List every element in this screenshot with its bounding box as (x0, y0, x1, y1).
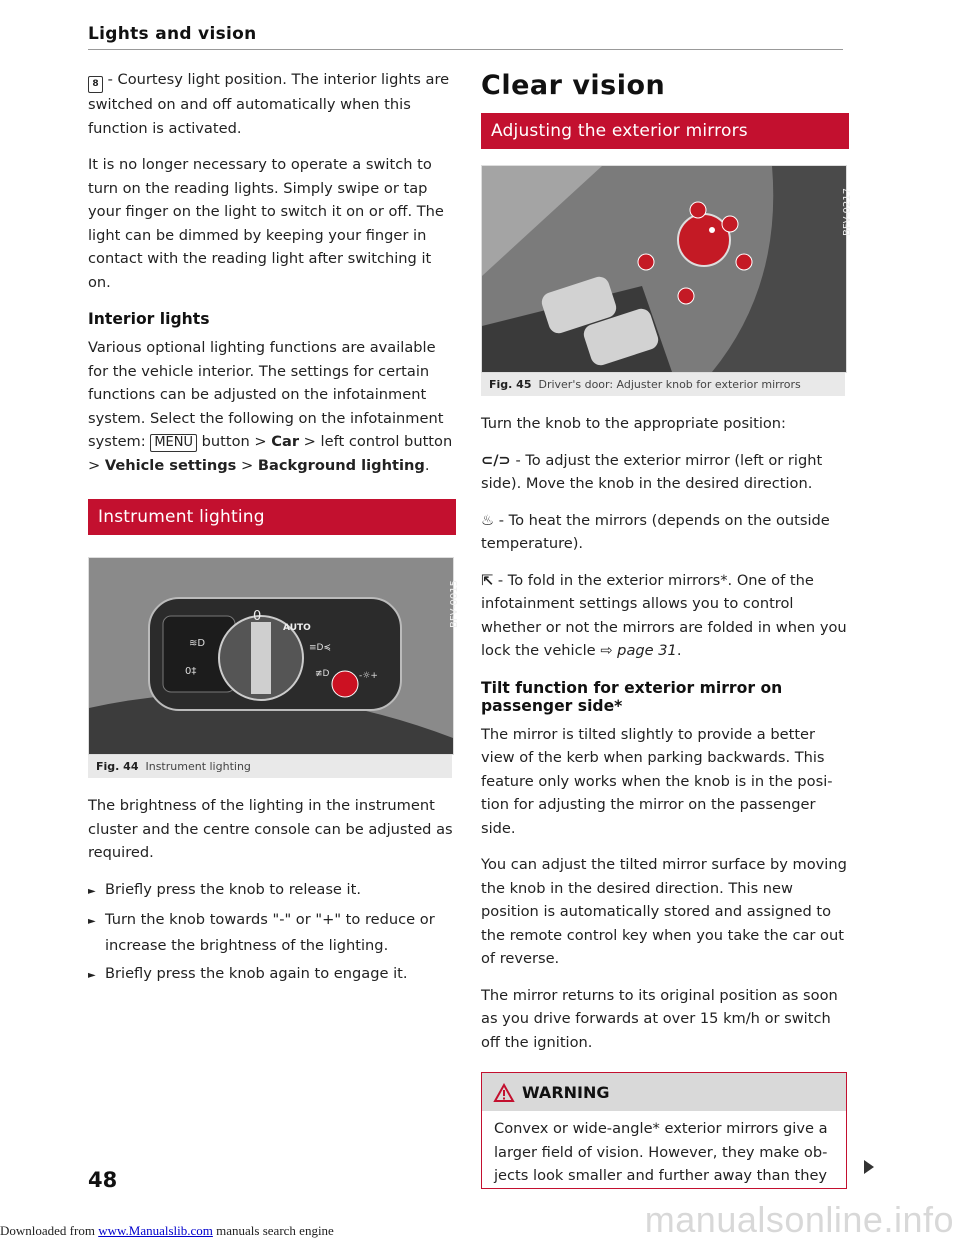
car-menu-item: Car (271, 433, 300, 450)
step-item: ► Briefly press the knob again to engage it. (88, 962, 456, 988)
tilt-paragraph-3: The mirror returns to its original position as soon as you drive forwards at over 15 km/h or switch off the ignition. (481, 986, 838, 1051)
heat-mirror-paragraph: ♨ - To heat the mirrors (depends on the outside temperature). (481, 511, 830, 552)
clear-vision-title: Clear vision (481, 70, 666, 101)
footer-link[interactable]: www.Manualslib.com (98, 1223, 213, 1238)
fig44-code: BFV-0015 (449, 580, 460, 628)
warning-header (482, 1073, 846, 1111)
interior-lights-paragraph (88, 336, 456, 477)
svg-text:0‡: 0‡ (185, 666, 197, 677)
footer-suffix: manuals search engine (212, 1223, 334, 1238)
interior-lights-heading: Interior lights (88, 310, 210, 328)
courtesy-text: - Courtesy light position. The interior lights are switched on and off automatically when this function is activated. (88, 71, 450, 137)
tilt-paragraph-1: The mirror is tilted slightly to provide a better view of the kerb when parking backwards. This feature only works when the knob is in the position for adjusting the mirror on the passenger side. (481, 725, 833, 837)
fig44-label-auto: AUTO (283, 623, 311, 633)
menu-key: MENU (150, 434, 197, 452)
interior-text-5: . (424, 456, 430, 474)
interior-text-4: > (236, 456, 258, 474)
fig45-code: BFV-0217 (842, 188, 853, 236)
mirror-knob-illustration (482, 166, 846, 372)
mirror-heating-icon: ♨ (481, 511, 495, 529)
warning-box (481, 1072, 847, 1189)
step-item: ► Briefly press the knob to release it. (88, 878, 456, 904)
step-item: ► Turn the knob towards "-" or "+" to reduce or increase the brightness of the lighting. (88, 911, 435, 954)
warning-title: WARNING (522, 1083, 610, 1102)
instrument-lighting-bar: Instrument lighting (88, 499, 456, 535)
svg-text:≋D: ≋D (189, 638, 206, 649)
background-lighting-item: Background lighting (257, 456, 425, 474)
adjust-mirror-paragraph: ⊂/⊃ - To adjust the exterior mirror (left or right side). Move the knob in the desired direction. (481, 451, 823, 492)
mirror-fold-icon: ⇱ (481, 571, 494, 589)
svg-text:-☼+: -☼+ (359, 671, 378, 681)
fig45-caption (481, 373, 845, 396)
left-column (88, 68, 460, 993)
fig44-caption-text: Instrument lighting (145, 760, 251, 773)
warning-text: Convex or wide-angle* exterior mirrors give a larger field of vision. However, they make objects look smaller and further away than they (494, 1120, 828, 1184)
fig45-caption-text: Driver's door: Adjuster knob for exterior mirrors (538, 378, 801, 391)
tilt-function-heading: Tilt function for exterior mirror on passenger side* (481, 678, 783, 715)
interior-text-3: > left control button > (88, 433, 453, 474)
continue-arrow-icon (864, 1160, 874, 1174)
bullet-arrow-icon: ► (88, 970, 96, 981)
courtesy-paragraph (88, 68, 456, 140)
brightness-paragraph: The brightness of the lighting in the instrument cluster and the centre console can be adjusted as required. (88, 797, 453, 861)
svg-text:≢D: ≢D (315, 669, 330, 679)
fig44-image (88, 557, 460, 755)
header-rule (88, 49, 843, 50)
reading-light-paragraph: It is no longer necessary to operate a switch to turn on the reading lights. Simply swipe or tap your finger on the light to switch it on or off. The light can be dimmed by keeping your finger in contact with the reading light after switching it on. (88, 156, 444, 291)
vehicle-settings-item: Vehicle settings (104, 456, 237, 474)
adjusting-mirrors-bar: Adjusting the exterior mirrors (481, 113, 849, 149)
footer-prefix: Downloaded from (0, 1223, 99, 1238)
fig44-caption (88, 755, 452, 778)
turn-knob-paragraph: Turn the knob to the appropriate position: (481, 415, 786, 432)
bullet-arrow-icon: ► (88, 916, 96, 927)
page-31-link[interactable]: ⇨ page 31 (600, 642, 677, 659)
footer-download-note (0, 1223, 334, 1239)
tilt-paragraph-2: You can adjust the tilted mirror surface by moving the knob in the desired direction. This new position is automatically stored and assigned to the remote control key when you take the car out of reverse. (481, 856, 847, 967)
warning-triangle-icon (494, 1084, 514, 1102)
fig44-number: Fig. 44 (96, 760, 139, 773)
mirror-left-right-icon: ⊂/⊃ (481, 451, 511, 469)
page-number: 48 (88, 1168, 118, 1192)
footer-watermark: manualsonline.info (644, 1199, 954, 1240)
interior-text-1: Various optional lighting functions are available for the vehicle interior. The settings for certain functions can be adjusted on the infotainment system. Select the following on the infotainment system: (88, 339, 444, 450)
right-column (481, 68, 853, 1189)
interior-text-2: button > (197, 433, 272, 450)
fig45-image (481, 165, 853, 373)
fig44-label-zero: 0 (253, 609, 262, 624)
fig45-number: Fig. 45 (489, 378, 532, 391)
header-title: Lights and vision (88, 24, 257, 44)
bullet-arrow-icon: ► (88, 885, 96, 897)
courtesy-light-icon: 8 (88, 76, 103, 93)
svg-text:≡D≼: ≡D≼ (309, 643, 332, 653)
fold-mirror-paragraph: ⇱ - To fold in the exterior mirrors*. One of the infotainment settings allows you to control whether or not the mirrors are folded in when you lock the vehicle ⇨ page 31. (481, 571, 847, 659)
light-switch-illustration (89, 558, 453, 754)
